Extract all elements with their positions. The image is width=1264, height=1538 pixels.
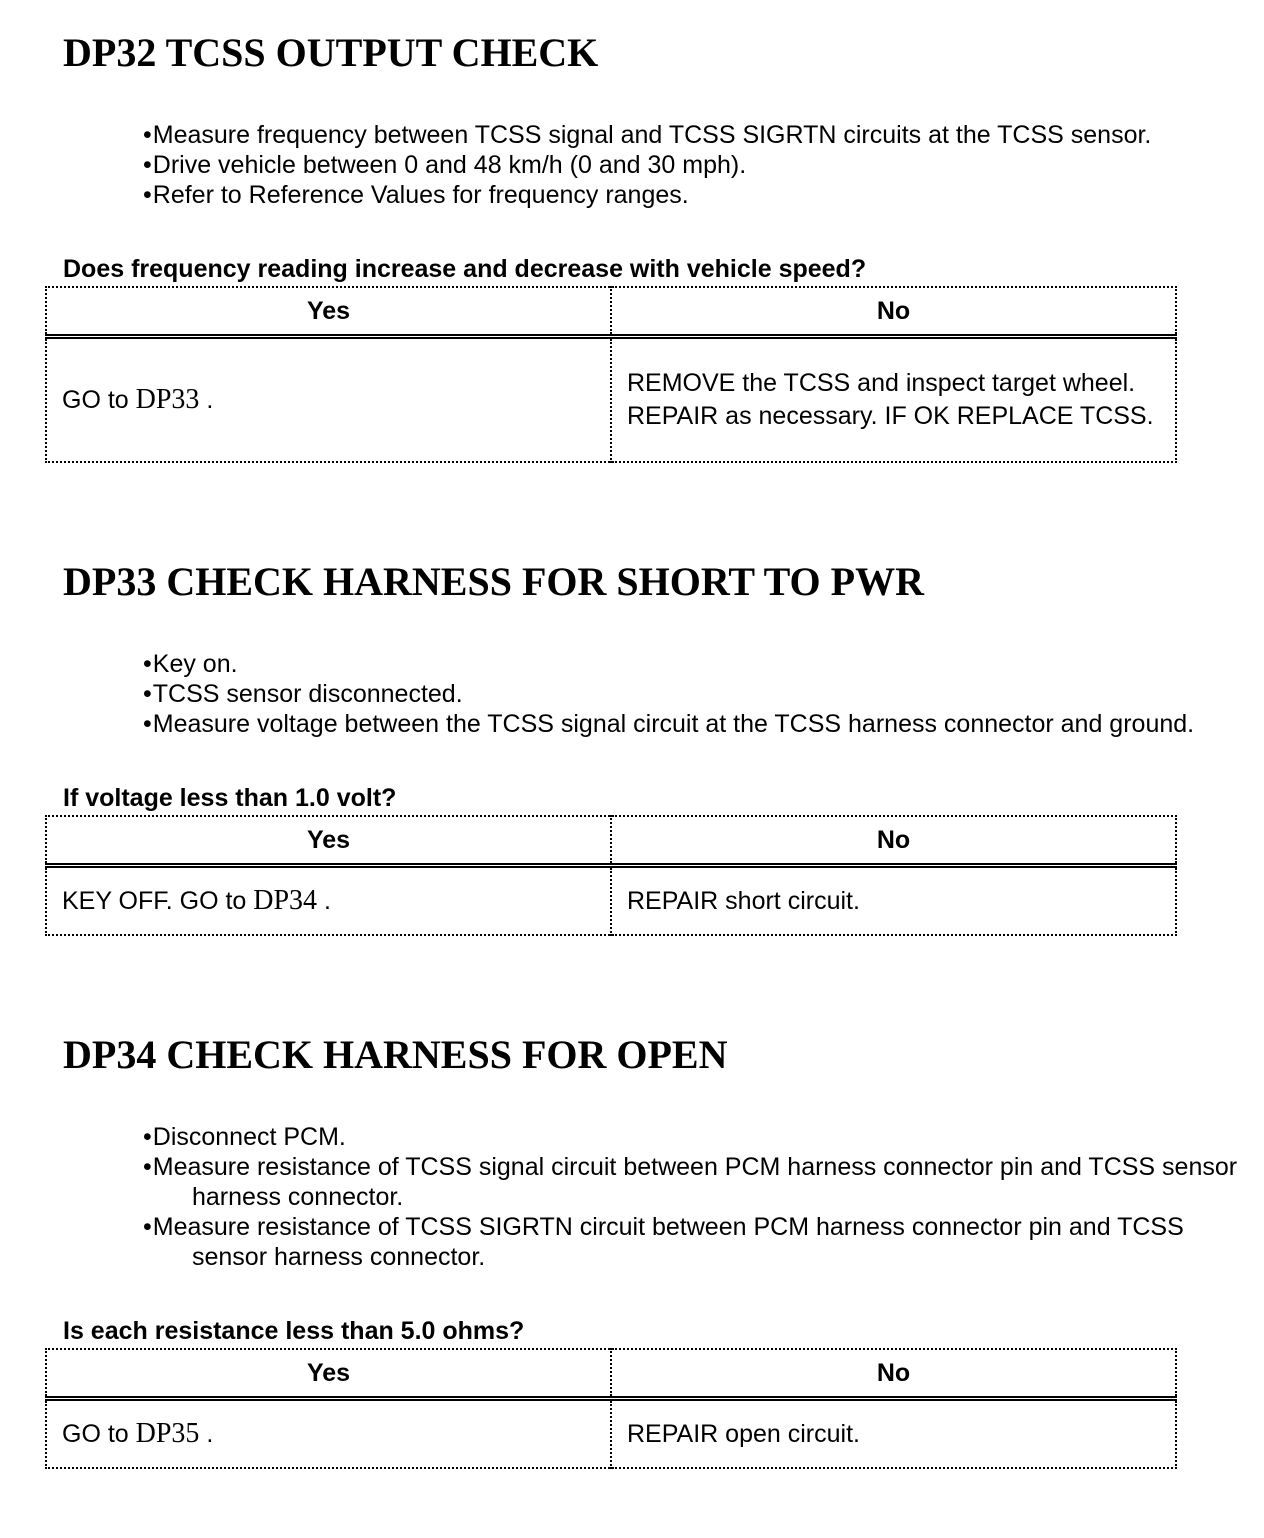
yes-cell [46,1399,611,1469]
yes-cell-suffix: . [199,1420,214,1448]
section-title-dp33: DP33 CHECK HARNESS FOR SHORT TO PWR [63,559,924,604]
bullet-item: • Refer to Reference Values for frequency ranges. [192,180,1245,210]
manual-page [0,30,1264,1538]
bullet-item: • Measure resistance of TCSS signal circuit between PCM harness connector pin and TCSS sensor harness connector. [192,1152,1245,1212]
link-dp35[interactable]: DP35 [135,1418,200,1449]
bullet-item: • Measure voltage between the TCSS signal circuit at the TCSS harness connector and ground. [192,709,1245,739]
yes-column-header: Yes [46,287,611,337]
decision-table-dp33 [45,815,1177,936]
link-dp33[interactable]: DP33 [135,384,200,415]
yes-cell-text: GO to [62,1420,136,1448]
yes-cell-text: GO to [62,386,136,414]
bullet-item: • TCSS sensor disconnected. [192,679,1245,709]
question-heading-dp34: Is each resistance less than 5.0 ohms? [63,1317,525,1345]
section-dp33 [0,559,1264,936]
bullet-item: • Drive vehicle between 0 and 48 km/h (0 and 30 mph). [192,150,1245,180]
bullet-list-dp34 [0,1122,1245,1272]
yes-column-header: Yes [46,816,611,866]
table-row [46,866,1176,936]
section-dp32 [0,30,1264,463]
no-cell: REPAIR open circuit. [627,1419,860,1448]
no-column-header: No [611,287,1176,337]
yes-cell [46,337,611,463]
bullet-list-dp33 [0,649,1245,739]
yes-cell-suffix: . [199,386,214,414]
yes-cell-suffix: . [317,887,331,915]
question-heading-dp33: If voltage less than 1.0 volt? [63,784,397,812]
yes-cell [46,866,611,936]
section-dp34 [0,1032,1264,1469]
no-cell: REPAIR short circuit. [627,886,860,915]
bullet-item: • Measure frequency between TCSS signal and TCSS SIGRTN circuits at the TCSS sensor. [192,120,1245,150]
link-dp34[interactable]: DP34 [253,885,318,916]
bullet-item: • Key on. [192,649,1245,679]
yes-cell-text: KEY OFF. GO to [62,887,254,915]
section-title-dp32: DP32 TCSS OUTPUT CHECK [63,30,599,75]
table-row [46,337,1176,463]
table-row [46,1399,1176,1469]
no-column-header: No [611,1349,1176,1399]
no-column-header: No [611,816,1176,866]
decision-table-dp32 [45,286,1177,463]
bullet-item: • Disconnect PCM. [192,1122,1245,1152]
question-heading-dp32: Does frequency reading increase and decrease with vehicle speed? [63,255,867,283]
section-title-dp34: DP34 CHECK HARNESS FOR OPEN [63,1032,728,1077]
no-cell: REMOVE the TCSS and inspect target wheel. REPAIR as necessary. IF OK REPLACE TCSS. [627,369,1154,430]
bullet-item: • Measure resistance of TCSS SIGRTN circuit between PCM harness connector pin and TCSS sensor harness connector. [192,1212,1245,1272]
yes-column-header: Yes [46,1349,611,1399]
bullet-list-dp32 [0,120,1245,210]
decision-table-dp34 [45,1348,1177,1469]
